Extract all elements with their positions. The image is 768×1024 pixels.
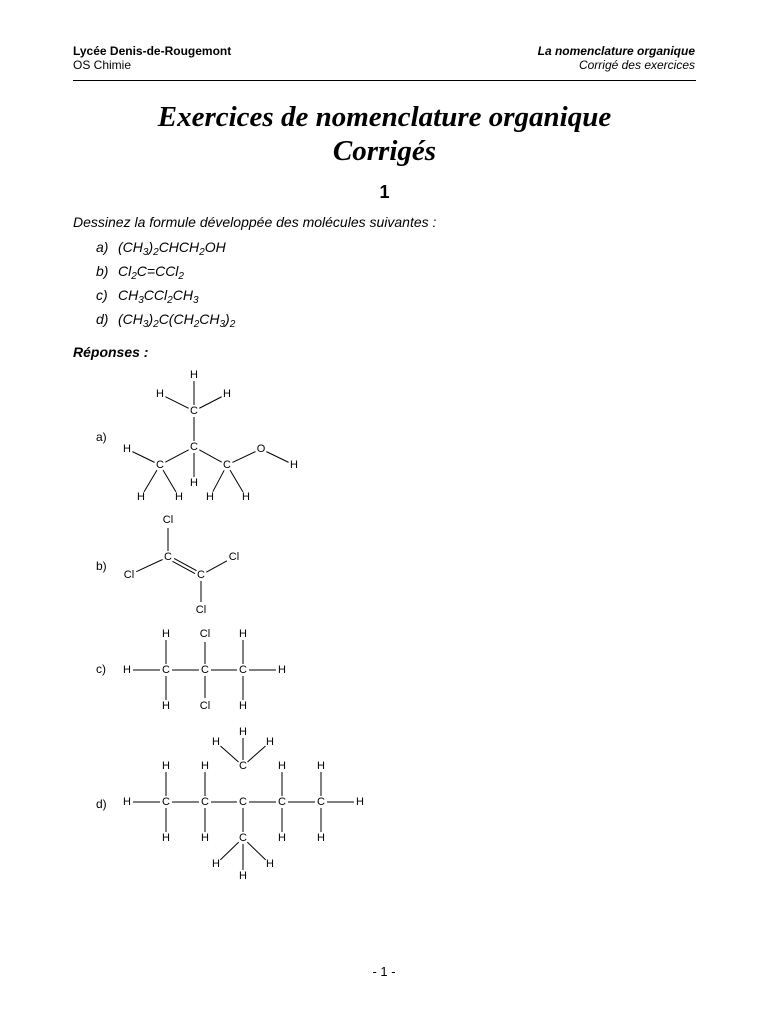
atom-symbol: H [175,491,183,503]
question-formula: $(CH_3)_2C(CH_2CH_3)_2$ [118,311,236,330]
atom-symbol: H [242,491,250,503]
bond-line [132,452,154,463]
atom-symbol: C [162,796,170,808]
bond-line [230,470,243,492]
bond-line [206,561,227,572]
atom-symbol: C [239,760,247,772]
bond-line [144,470,157,492]
bond-line [165,450,188,462]
atom-symbol: O [256,443,266,455]
atom-symbol: H [239,726,247,738]
atom-symbol: H [239,700,247,712]
atom-symbol: H [266,858,274,870]
atom-symbol: H [162,700,170,712]
atom-symbol: C [223,459,231,471]
question-label: d) [96,311,109,327]
bond-line [163,470,176,492]
atom-symbol: H [223,388,231,400]
question-label: a) [96,239,109,255]
atom-symbol: H [201,760,209,772]
atom-symbol: H [206,491,214,503]
atom-symbol: H [123,796,131,808]
atom-symbol: H [212,858,220,870]
atom-symbol: H [239,628,247,640]
bond-line [247,842,265,860]
atom-symbol: C [190,441,198,453]
atom-symbol: H [278,832,286,844]
atom-symbol: C [201,796,209,808]
atom-symbol: Cl [162,514,174,526]
atom-symbol: H [190,477,198,489]
atom-symbol: C [162,664,170,676]
atom-symbol: C [156,459,164,471]
bond-line [266,452,288,463]
atom-symbol: H [212,736,220,748]
atom-symbol: C [164,551,172,563]
exercise-number: 1 [379,182,390,202]
atom-symbol: H [290,459,298,471]
atom-symbol: H [162,628,170,640]
answer-label-d: d) [96,797,107,811]
atom-symbol: H [317,760,325,772]
atom-symbol: C [190,405,198,417]
atom-symbol: C [239,664,247,676]
document-subtitle: Corrigé des exercices [578,58,695,72]
atom-symbol: H [123,664,131,676]
bond-line [220,746,238,762]
atom-symbol: H [162,832,170,844]
atom-symbol: H [266,736,274,748]
atom-symbol: H [137,491,145,503]
atom-symbol: H [123,443,131,455]
page-number: - 1 - [372,964,396,979]
school-name: Lycée Denis-de-Rougemont [73,44,232,58]
atom-symbol: Cl [195,604,207,616]
document-title: La nomenclature organique [537,44,695,58]
question-formula: $CH_3CCl_2CH_3$ [118,287,199,306]
bond-line [136,560,162,572]
bond-line [199,450,221,462]
title-line-1: Exercices de nomenclature organique [157,101,612,133]
question-label: b) [96,263,109,279]
course-name: OS Chimie [73,58,132,72]
atom-symbol: Cl [123,569,135,581]
answers-heading: Réponses : [73,344,149,360]
atom-symbol: Cl [228,551,240,563]
bond-line [247,746,265,762]
title-line-2: Corrigés [332,135,437,167]
bond-line [199,397,221,409]
atom-symbol: C [317,796,325,808]
bond-line [213,470,224,491]
question-label: c) [96,287,108,303]
atom-symbol: C [278,796,286,808]
answer-label-c: c) [96,662,106,676]
atom-symbol: H [190,369,198,381]
atom-symbol: H [239,870,247,882]
question-formula: $(CH_3)_2CHCH_2OH$ [118,239,226,258]
atom-symbol: Cl [199,700,211,712]
exercise-instruction: Dessinez la formule développée des molécules suivantes : [73,214,437,230]
atom-symbol: H [156,388,164,400]
atom-symbol: C [197,569,205,581]
bond-line [165,397,188,409]
answer-label-b: b) [96,559,107,573]
atom-symbol: Cl [199,628,211,640]
bond-line [220,842,238,860]
atom-symbol: H [356,796,364,808]
atom-symbol: C [239,796,247,808]
question-formula: $Cl_2C=CCl_2$ [118,263,184,282]
bond-line [232,452,255,463]
atom-symbol: H [278,664,286,676]
atom-symbol: H [162,760,170,772]
atom-symbol: H [317,832,325,844]
atom-symbol: H [201,832,209,844]
atom-symbol: C [239,832,247,844]
answer-label-a: a) [96,430,107,444]
atom-symbol: C [201,664,209,676]
atom-symbol: H [278,760,286,772]
